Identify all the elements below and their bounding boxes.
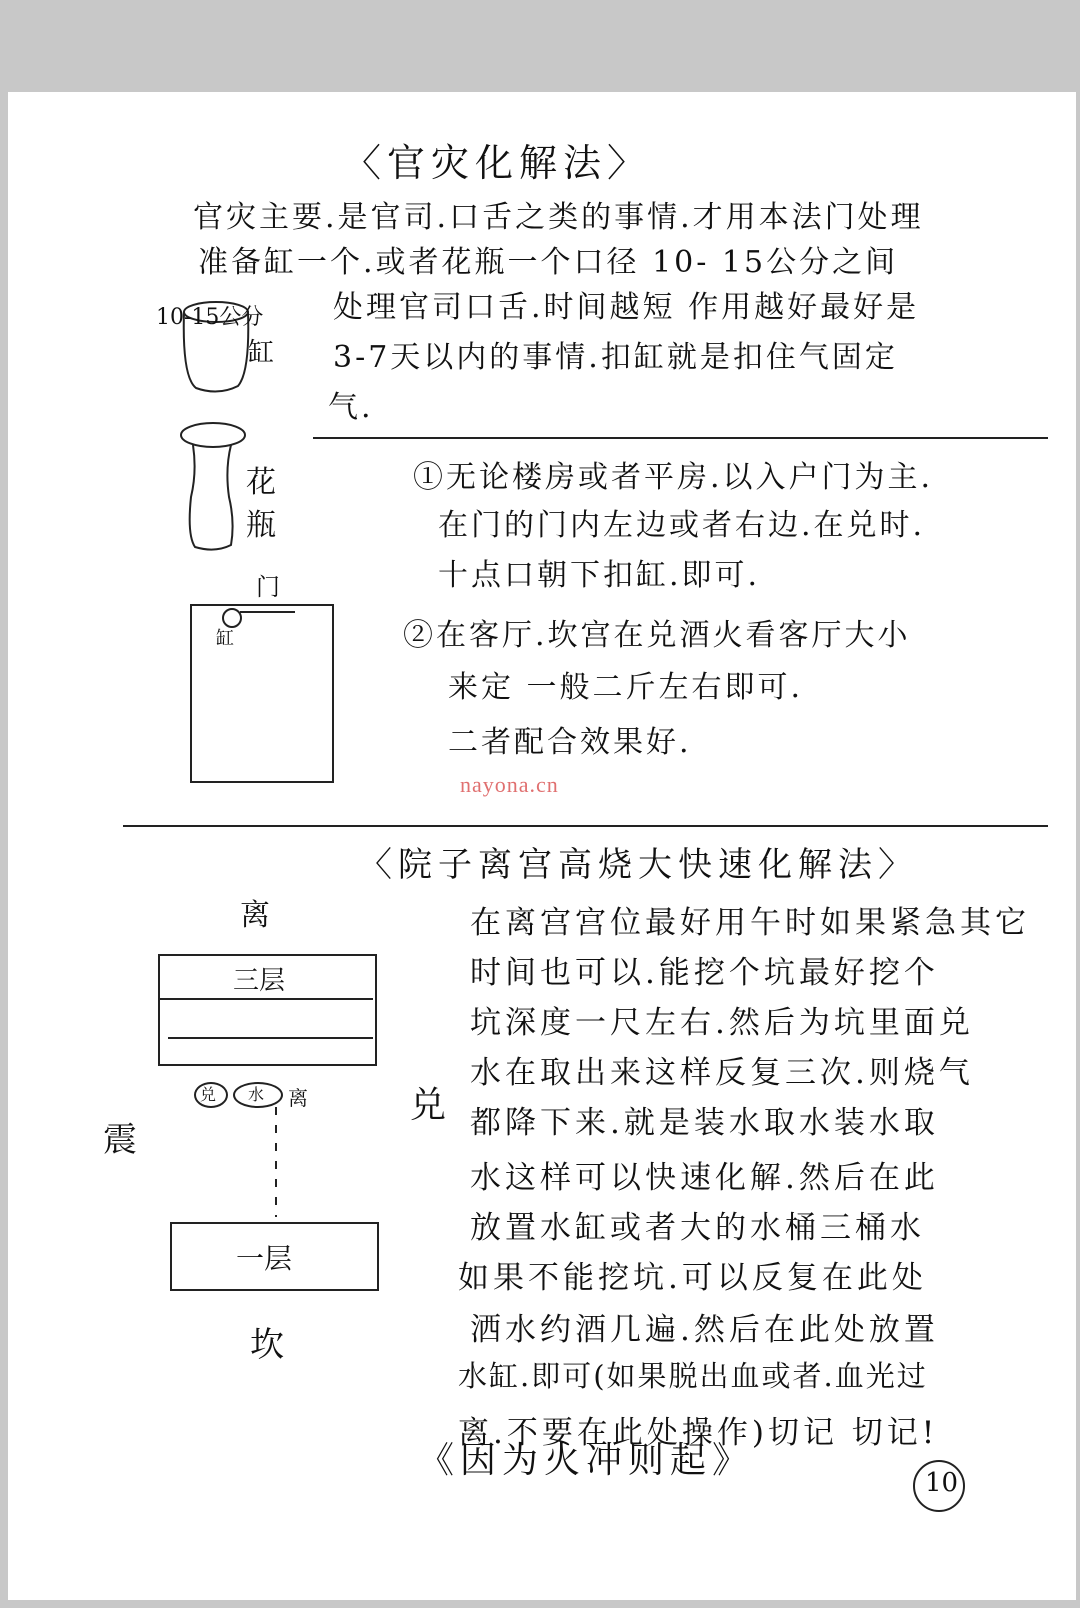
plan-jar-label: 缸 [216, 628, 234, 649]
s2-line-4: 水在取出来这样反复三次.则烧气 [470, 1055, 974, 1091]
step2-line-3: 二者配合效果好. [448, 725, 692, 760]
jar-label: 缸 [248, 338, 275, 368]
section-title-courtyard: 〈院子离宫高烧大快速化解法〉 [358, 845, 918, 885]
watermark: nayona.cn [460, 772, 559, 797]
body-line-1: 处理官司口舌.时间越短 作用越好最好是 [333, 290, 920, 325]
floor-top-label: 三层 [233, 966, 286, 996]
divider-1 [313, 437, 1048, 439]
divider-2 [123, 825, 1048, 827]
door-label: 门 [256, 573, 280, 601]
dashed-path [270, 1107, 282, 1217]
page-number: 10 [925, 1468, 959, 1498]
step2-line-1: ②在客厅.坎宫在兑酒火看客厅大小 [403, 618, 911, 653]
s2-line-3: 坑深度一尺左右.然后为坑里面兑 [470, 1005, 974, 1041]
direction-left: 震 [103, 1120, 137, 1160]
direction-top: 离 [240, 898, 270, 933]
s2-line-9: 洒水约酒几遍.然后在此处放置 [470, 1312, 939, 1348]
section-title-official-disaster: 〈官灾化解法〉 [343, 141, 652, 185]
step1-line-3: 十点口朝下扣缸.即可. [438, 558, 761, 593]
s2-line-2: 时间也可以.能挖个坑最好挖个 [470, 955, 939, 991]
step1-line-1: ①无论楼房或者平房.以入户门为主. [413, 460, 934, 495]
step1-line-2: 在门的门内左边或者右边.在兑时. [438, 508, 926, 543]
floor-divider-1 [160, 998, 373, 1000]
vase-sketch [173, 417, 253, 557]
door-line [240, 611, 295, 613]
s2-line-10: 水缸.即可(如果脱出血或者.血光过 [458, 1359, 928, 1393]
step2-line-2: 来定 一般二斤左右即可. [448, 670, 804, 705]
s2-line-7: 放置水缸或者大的水桶三桶水 [470, 1210, 925, 1246]
body-line-2: 3-7天以内的事情.扣缸就是扣住气固定 [333, 340, 898, 375]
intro-line-2: 准备缸一个.或者花瓶一个口径 10- 15公分之间 [198, 245, 899, 280]
scanned-page [8, 92, 1076, 1600]
s2-line-5: 都降下来.就是装水取水装水取 [470, 1105, 939, 1141]
s2-line-1: 在离宫宫位最好用午时如果紧急其它 [470, 905, 1030, 941]
marker-dui: 兑 [200, 1085, 217, 1104]
s2-line-8: 如果不能挖坑.可以反复在此处 [458, 1260, 927, 1296]
direction-bottom: 坎 [250, 1325, 284, 1365]
s2-line-6: 水这样可以快速化解.然后在此 [470, 1160, 939, 1196]
room-floorplan [190, 604, 334, 783]
vase-label-1: 花 [246, 465, 276, 500]
intro-line-1: 官灾主要.是官司.口舌之类的事情.才用本法门处理 [193, 200, 924, 235]
marker-li: 离 [288, 1086, 308, 1110]
body-line-3: 气. [328, 390, 374, 425]
jar-size-label: 10-15公分 [156, 305, 264, 330]
footer-note: 《因为火冲则起》 [418, 1440, 755, 1481]
direction-right: 兑 [410, 1085, 447, 1126]
floor-bottom-label: 一层 [236, 1242, 293, 1275]
marker-water: 水 [248, 1085, 265, 1104]
vase-label-2: 瓶 [246, 508, 276, 543]
floor-divider-2 [168, 1037, 373, 1039]
s2-line-11: 离.不要在此处操作)切记 切记! [458, 1415, 939, 1451]
